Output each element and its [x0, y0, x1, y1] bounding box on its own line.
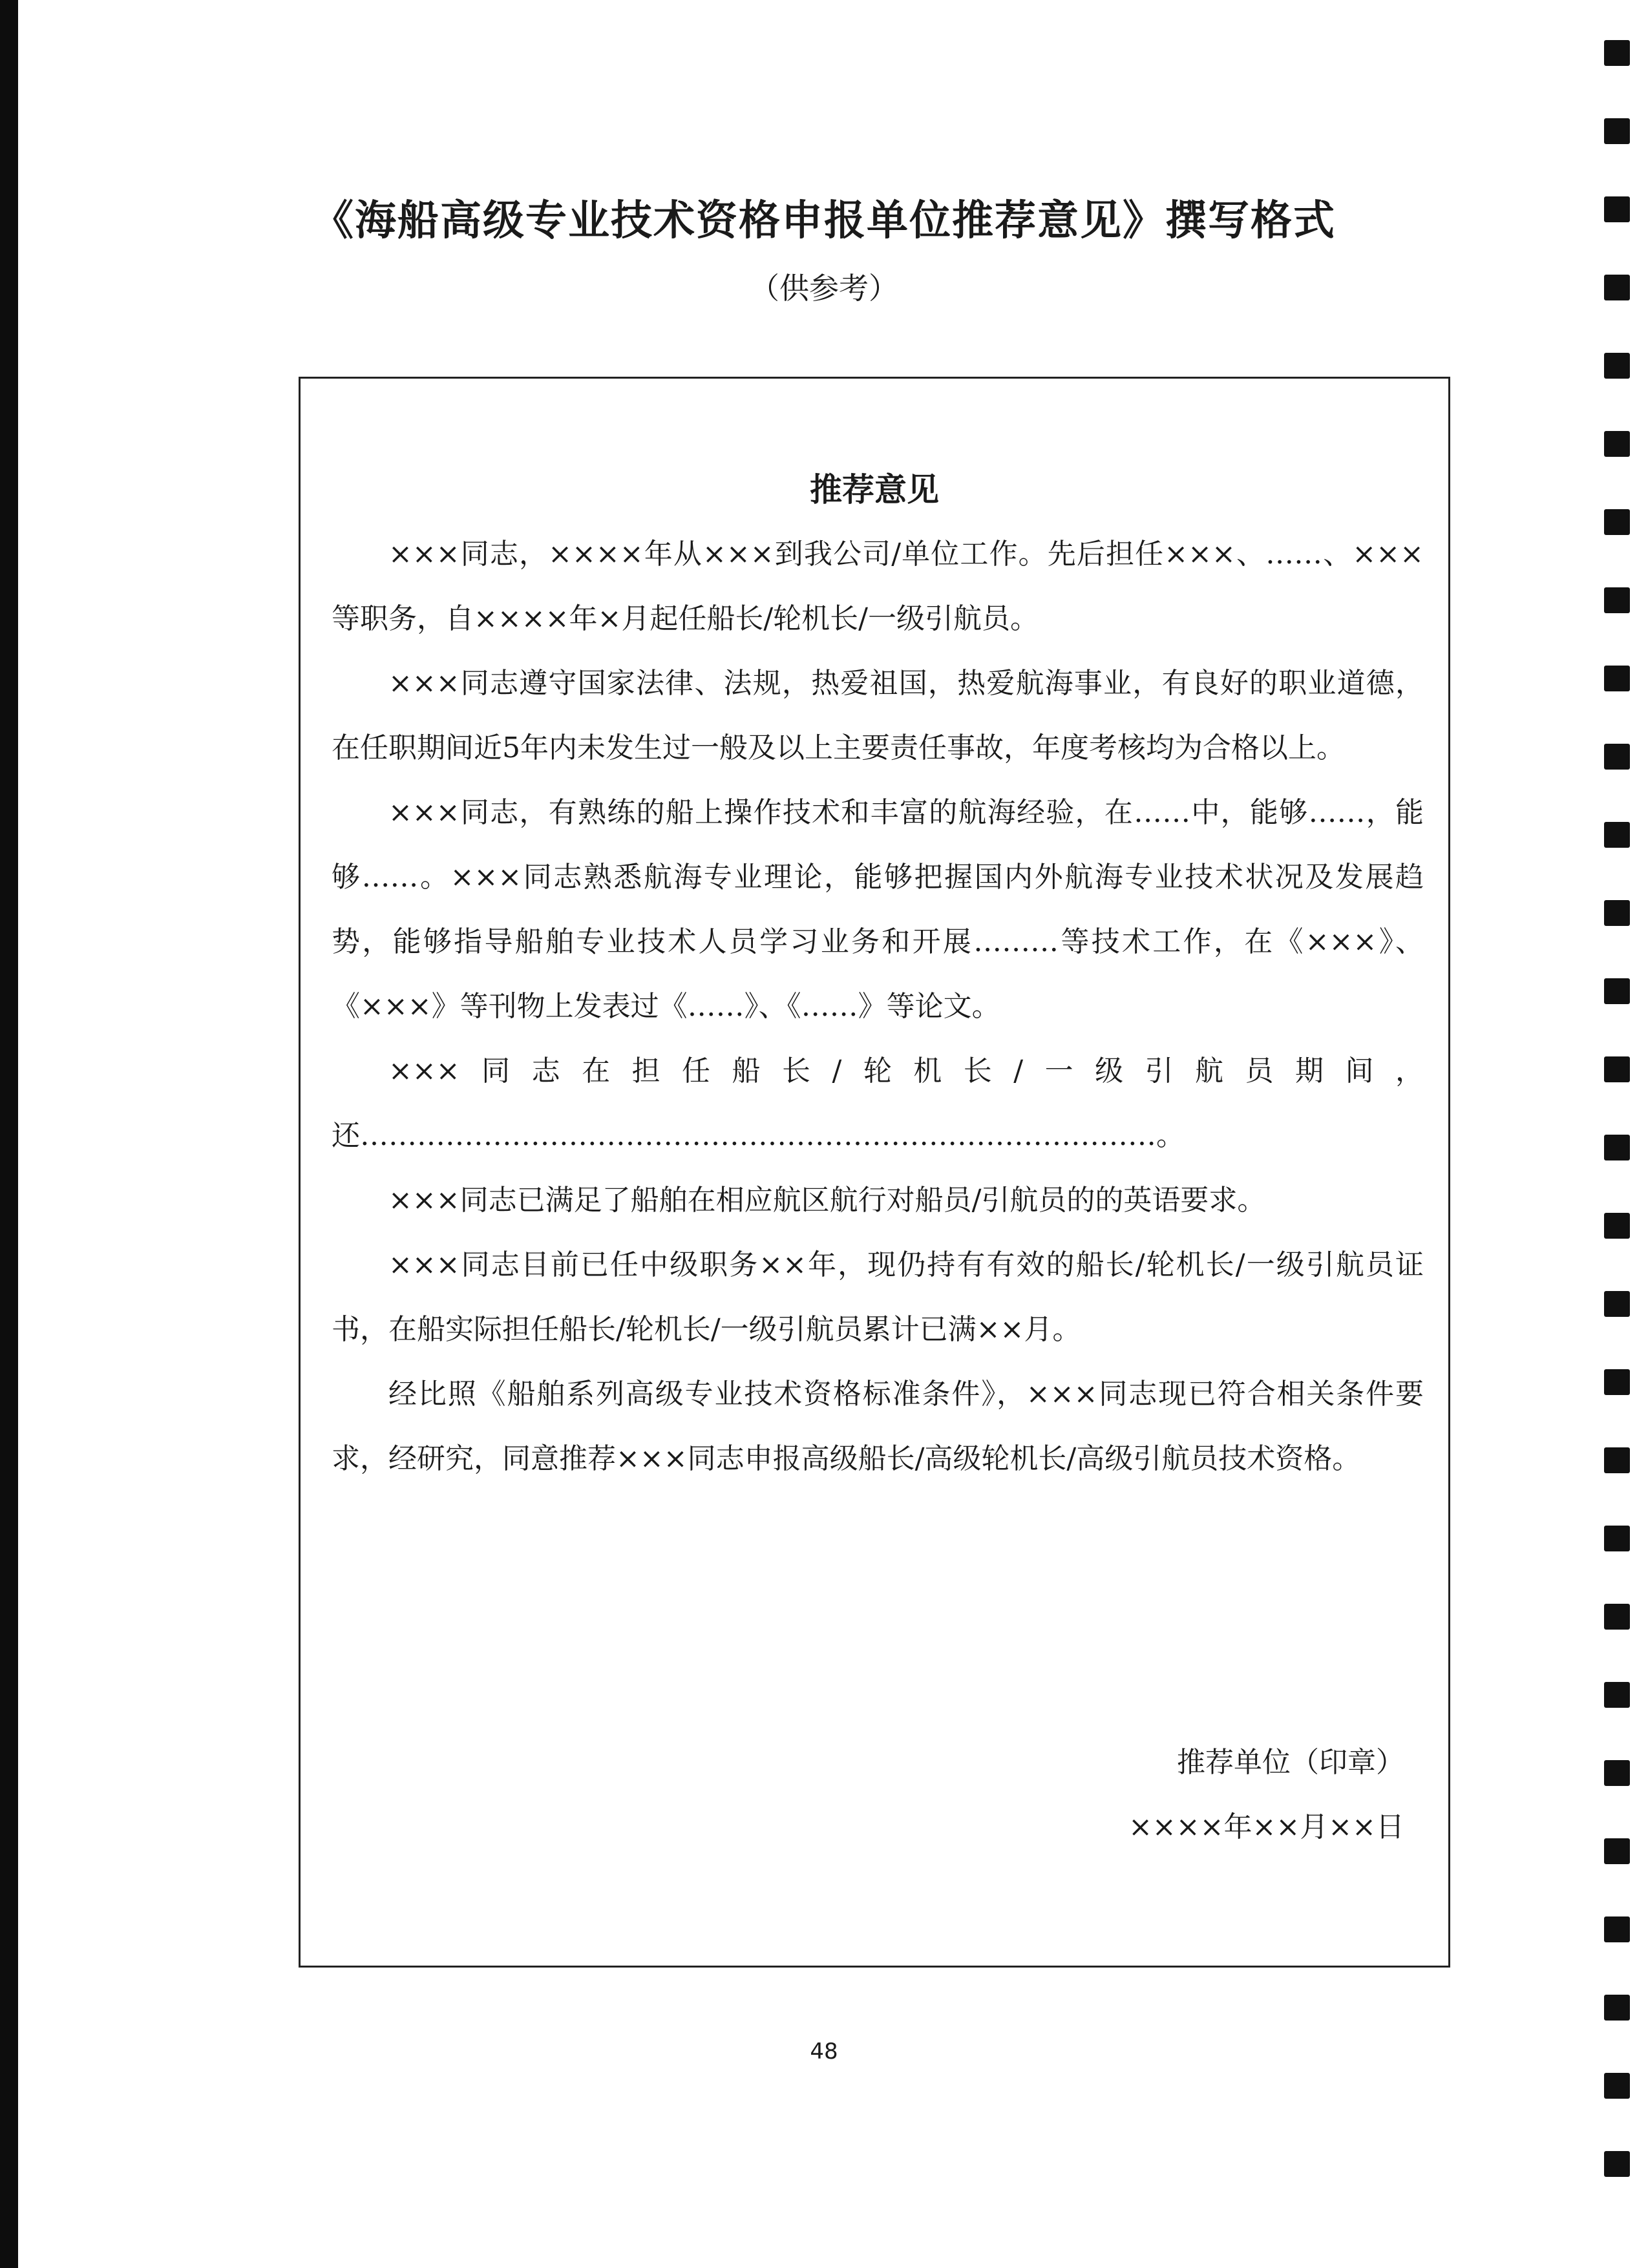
binding-hole — [1604, 1291, 1630, 1317]
box-title: 推荐意见 — [810, 470, 939, 509]
binding-hole — [1604, 900, 1630, 926]
binding-hole — [1604, 118, 1630, 144]
binding-hole — [1604, 666, 1630, 691]
binding-hole — [1604, 1682, 1630, 1708]
document-title: 《海船高级专业技术资格申报单位推荐意见》撰写格式 — [312, 196, 1336, 245]
binding-hole — [1604, 1995, 1630, 2021]
binding-hole — [1604, 353, 1630, 379]
paragraph: ×××同志已满足了船舶在相应航区航行对船员/引航员的的英语要求。 — [388, 1184, 1266, 1217]
binding-hole — [1604, 2073, 1630, 2099]
binding-hole — [1604, 1056, 1630, 1082]
binding-hole — [1604, 1604, 1630, 1630]
binding-holes — [1604, 40, 1630, 2237]
binding-hole — [1604, 1838, 1630, 1864]
binding-hole — [1604, 431, 1630, 457]
binding-hole — [1604, 978, 1630, 1004]
signature-unit: 推荐单位（印章） — [1177, 1746, 1404, 1779]
binding-hole — [1604, 1916, 1630, 1942]
binding-hole — [1604, 587, 1630, 613]
binding-hole — [1604, 744, 1630, 770]
binding-hole — [1604, 40, 1630, 66]
binding-hole — [1604, 1213, 1630, 1239]
paragraph: ×××同志，××××年从×××到我公司/单位工作。先后担任×××、……、×××等职务，自××××年×月起任船长/轮机长/一级引航员。 — [332, 538, 1424, 635]
paragraph: ×××同志，有熟练的船上操作技术和丰富的航海经验，在……中，能够……，能够……。×××同志熟悉航海专业理论，能够把握国内外航海专业技术状况及发展趋势，能够指导船舶专业技术人员学习业务和开展………等技术工作，在《×××》、《×××》等刊物上发表过《……》、《……》等论文。 — [332, 796, 1424, 1023]
binding-hole — [1604, 1760, 1630, 1786]
recommendation-body — [332, 522, 1424, 1491]
paragraph: ×××同志遵守国家法律、法规，热爱祖国，热爱航海事业，有良好的职业道德，在任职期间近5年内未发生过一般及以上主要责任事故，年度考核均为合格以上。 — [332, 667, 1424, 764]
binding-hole — [1604, 2151, 1630, 2177]
recommendation-box — [299, 377, 1450, 1968]
binding-hole — [1604, 1369, 1630, 1395]
binding-hole — [1604, 1447, 1630, 1473]
binding-hole — [1604, 822, 1630, 848]
binding-hole — [1604, 1526, 1630, 1551]
paragraph: 经比照《船舶系列高级专业技术资格标准条件》，×××同志现已符合相关条件要求，经研究，同意推荐×××同志申报高级船长/高级轮机长/高级引航员技术资格。 — [332, 1378, 1424, 1475]
document-subtitle: （供参考） — [750, 271, 898, 306]
paragraph: ×××同志目前已任中级职务××年，现仍持有有效的船长/轮机长/一级引航员证书，在船实际担任船长/轮机长/一级引航员累计已满××月。 — [332, 1248, 1424, 1346]
scan-left-edge — [0, 0, 18, 2268]
binding-hole — [1604, 1135, 1630, 1160]
binding-hole — [1604, 509, 1630, 535]
signature-date: ××××年××月××日 — [1128, 1811, 1404, 1843]
page-number: 48 — [810, 2039, 838, 2064]
paragraph: ×××同志在担任船长/轮机长/一级引航员期间，还…………………………………………………………………………。 — [332, 1055, 1424, 1152]
